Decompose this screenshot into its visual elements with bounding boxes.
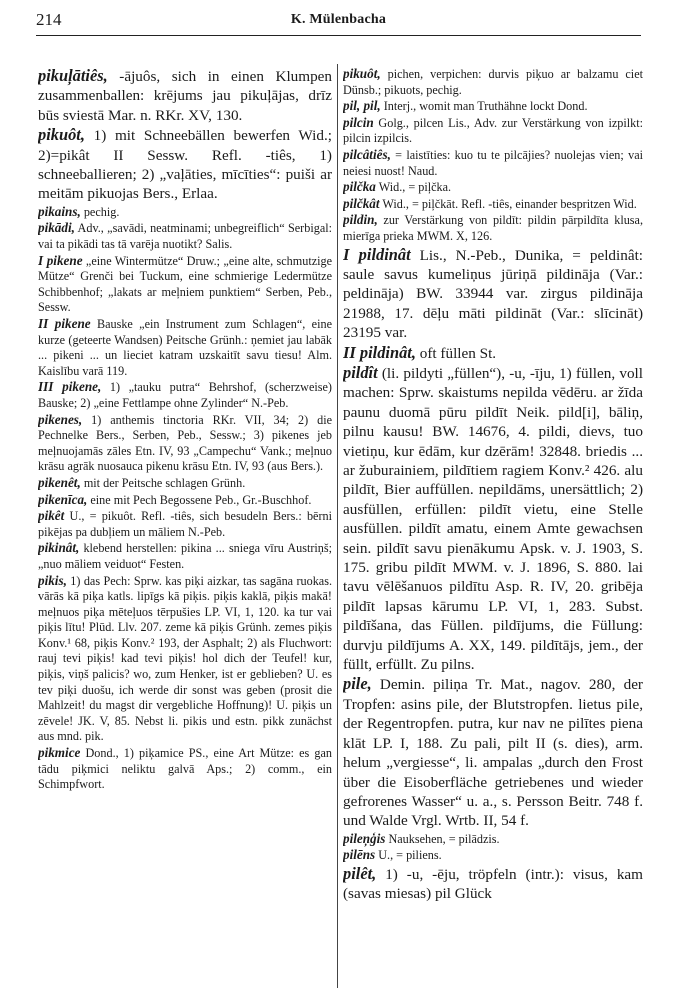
dictionary-entry — [343, 674, 643, 830]
dictionary-entry — [38, 492, 332, 509]
dictionary-entry — [38, 220, 332, 252]
entry-definition: U., = piliens. — [375, 848, 442, 863]
entry-definition: Interj., womit man Truthähne lockt Dond. — [380, 99, 588, 114]
dictionary-entry — [343, 847, 643, 864]
entry-definition: pichen, verpichen: durvis piķuo ar balzamu ciet Dünsb.; pikuots, pechig. — [343, 67, 643, 97]
dictionary-entry — [343, 343, 643, 363]
entry-headword: pilcâtiês, — [343, 146, 391, 162]
entry-definition: 1) -u, -ēju, tröpfeln (intr.): visus, kam (savas miesas) pil Glück — [343, 865, 643, 903]
right-column — [343, 66, 643, 904]
running-head: K. Mülenbacha — [290, 12, 387, 27]
entry-definition: eine mit Pech Begossene Peb., Gr.-Buschhof. — [87, 492, 312, 507]
entry-definition: mit der Peitsche schlagen Grünh. — [80, 475, 246, 490]
entry-headword: pikenes, — [38, 411, 83, 427]
entry-definition: -ājuôs, sich in einen Klumpen zusammenballen: krējums jau pikuļājas, drīz būs sviestā Mar. n. RKr. XV, 130. — [38, 68, 332, 124]
entry-headword: pikains, — [38, 203, 81, 219]
dictionary-entry — [38, 540, 332, 572]
left-column — [38, 66, 332, 793]
dictionary-entry — [343, 196, 643, 213]
entry-headword: pikuôt, — [38, 125, 85, 145]
entry-headword: pilcin — [343, 114, 374, 130]
dictionary-entry — [343, 831, 643, 848]
entry-definition: Lis., N.-Peb., Dunika, = peldinât: saule savus kumeliņus jūriņā pildināja (Var.: peldināja) BW. 33944 var. zirgus pildināja 21988, 17. dēļu māti pildināt (Var.: slīcināt) 23195 var. — [343, 246, 643, 342]
entry-definition: oft füllen St. — [415, 344, 497, 362]
entry-definition: U., = pikuôt. Refl. -tiês, sich besudeln Bers.: bērni pikējas pa dubļiem un māliem N.-Peb. — [38, 509, 332, 539]
entry-headword: pildin, — [343, 212, 378, 228]
page-header — [36, 10, 641, 36]
entry-definition: 1) anthemis tinctoria RKr. VII, 34; 2) die Pechnelke Bers., Serben, Peb., Sessw.; 3) pikenes jeb meļnuojamās zāles Etn. IV, 93 „Campechu“ Vank.; meļnuo krāsu agrāk nuosauca pikenu krāsu Etn. IV, 93 (aus Bers.). — [38, 412, 332, 474]
entry-definition: = laistīties: kuo tu te pilcājies? nuolejas vien; vai neiesi nuost! Naud. — [343, 147, 643, 178]
dictionary-entry — [343, 179, 643, 196]
entry-definition: „eine Wintermütze“ Druw.; „eine alte, schmutzige Mütze“ Grenči bei Tuckum, eine schmierige Ledermütze Schibbenhof; „lakats ar meļniem punktiem“ Serben, Peb., Sessw. — [38, 253, 332, 315]
dictionary-entry — [343, 212, 643, 244]
entry-definition: Bauske „ein Instrument zum Schlagen“, eine kurze (geteerte Wandsen) Peitsche Grünh.: ņemiet jau labāk ... pikeni ... un lieciet katram uzskaitīt savu tiesu! Alm. Kaislību varā 119. — [38, 317, 332, 378]
entry-headword: pilčkât — [343, 195, 380, 211]
dictionary-entry — [343, 245, 643, 343]
entry-headword: pile, — [343, 674, 372, 694]
entry-definition: klebend herstellen: pikina ... sniega vīru Austriņš; „nuo māliem veiduot“ Festen. — [38, 541, 332, 571]
entry-headword: pilēns — [343, 847, 376, 863]
dictionary-entry — [343, 98, 643, 115]
entry-definition: zur Verstärkung von pildīt: pildin pārpildīta klusa, mierīga prieka MWM. X, 126. — [343, 213, 643, 243]
dictionary-entry — [38, 573, 332, 746]
entry-definition: Dond., 1) piķamice PS., eine Art Mütze: es gan tādu piķmici neliktu galvā Aps.; 2) comm., ein Schimpfwort. — [38, 746, 332, 792]
entry-definition: 1) „tauku putra“ Behrshof, (scherzweise) Bauske; 2) „eine Fettlampe ohne Zylinder“ N.-Peb. — [38, 380, 332, 410]
entry-headword: I pikene — [38, 252, 83, 268]
dictionary-entry — [38, 745, 332, 793]
entry-headword: pikuļātiês, — [38, 66, 108, 85]
entry-headword: pikādi, — [38, 220, 75, 236]
dictionary-entry — [38, 204, 332, 221]
dictionary-entry — [343, 115, 643, 147]
dictionary-entry — [343, 363, 643, 675]
entry-headword: II pikene — [38, 316, 91, 331]
entry-definition: 1) mit Schneebällen bewerfen Wid.; 2)=pikât II Sessw. Refl. -tiês, 1) schneeballieren; 2) „vaļāties, mīcīties“: puiši ar meitām pikuojas Bers., Erlaa. — [38, 127, 332, 203]
header-rule — [36, 35, 641, 36]
entry-headword: pileņģis — [343, 830, 386, 846]
dictionary-entry — [38, 508, 332, 540]
entry-headword: pikenīca, — [38, 491, 88, 507]
entry-headword: pikêt — [38, 508, 65, 524]
entry-definition: (li. pildyti „füllen“), -u, -īju, 1) füllen, voll machen: Sprw. skaistums nepilda vēdēru. ar žīda paunu duomā pūru pildīt Neik. pild[i], bāliņ, pilnu kausu! BW. 14676, 4. pildi, dievs, tuo vietiņu, kur ēdām, kur dzērām! 32848. briedis ... ar žuburainiem, pildītiem ragiem Konv.² 426. alu pildīt, Bier auffüllen. nepildāms, unersättlich; 2) ausfüllen, erfüllen: pildīt vietu, eine Stelle ausfüllen. pildīt amatu, einem Amte gewachsen sein. pildīt savu pienākumu Apsk. v. J. 1903, S. 175. gribu pildīt MWM. v. J. 1896, S. 880. lai tavu vēlēšanuos pildītu Asp. R. IV, 20. gribēja pildīt lapsas kārumu LP. VI, 1, 283. Subst. pildīšana, das Füllen. pildījums, die Füllung: durvju pildījums A. XX, 149. pildītājs, jem., der füllt, erfüllt. Zu pilns. — [343, 364, 643, 674]
entry-headword: pilčka — [343, 179, 376, 195]
dictionary-entry — [38, 475, 332, 492]
entry-definition: pechig. — [80, 204, 120, 219]
entry-definition: Demin. piliņa Tr. Mat., nagov. 280, der Tropfen: asins pile, der Blutstropfen. lietus pile, der Regentropfen. putra, kur nav ne pilītes piena klāt LP. I, 188. Zu pali, pilt II (s. dies), arm. helum „vergiesse“, li. ampalas „durch den Frost über die Eisoberfläche getriebenes und wieder gefrorenes Wasser“ u. a., s. Persson Beitr. 748 f. und Walde Vrgl. Wrtb. II, 54 f. — [343, 676, 643, 830]
entry-headword: pikenêt, — [38, 474, 81, 490]
entry-definition: Golg., pilcen Lis., Adv. zur Verstärkung von izpilkt: pilcin izpilcis. — [343, 115, 643, 146]
entry-headword: pildît — [343, 362, 378, 382]
entry-headword: pikmice — [38, 745, 81, 761]
dictionary-entry — [38, 412, 332, 475]
column-divider — [337, 64, 338, 988]
dictionary-entry — [343, 864, 643, 904]
entry-definition: Wid., = piļčkāt. Refl. -tiês, einander bespritzen Wid. — [379, 196, 637, 211]
entry-headword: III pikene, — [38, 379, 102, 395]
dictionary-entry — [38, 253, 332, 316]
entry-headword: pikinât, — [38, 540, 80, 556]
entry-definition: Nauksehen, = pilādzis. — [385, 831, 500, 846]
dictionary-entry — [38, 66, 332, 125]
entry-headword: pilêt, — [343, 863, 377, 883]
entry-headword: I pildinât — [343, 244, 411, 264]
entry-definition: Wid., = piļčka. — [375, 180, 452, 195]
dictionary-entry — [343, 66, 643, 98]
dictionary-entry — [343, 147, 643, 179]
entry-headword: pikis, — [38, 572, 67, 588]
entry-definition: 1) das Pech: Sprw. kas piķi aizkar, tas sagāna ruokas. vārās kā piķa katls. lipīgs kā piķis. piķis kaklā, piķis makā! meļnuos piķa mēteļuos tērpušies LP. VI, 1, 120. ka tur vai piķis lītu! Plūd. Llv. 207. zeme kā piķis Grünh. zemes piķis Konv.¹ 68, piķis Konv.² 193, der Asphalt; 2) als Fluchwort: rauj tevi piķis! kad tevi piķis! hol dich der Teufel! kur, piķis, viņš palicis? wo, zum Henker, ist er geblieben? U. es tev piķi duošu, ich werde dir sonst was geben (prosit die Mahlzeit! du magst dir vergebliche Hoffnung)! U. piķis un zēvele! JK. V, 85. Nebst li. pikis und estn. pikk zunächst aus mnd. pik. — [38, 573, 332, 744]
entry-definition: Adv., „savādi, neatminami; unbegreiflich“ Serbigal: vai ta pikādi tas tā varēja nuotikt? Salis. — [38, 221, 332, 252]
dictionary-entry — [38, 379, 332, 411]
entry-headword: II pildinât, — [343, 342, 416, 362]
entry-headword: pil, pil, — [343, 98, 381, 114]
entry-headword: pikuôt, — [343, 66, 381, 81]
page-number: 214 — [36, 10, 62, 29]
dictionary-entry — [38, 316, 332, 379]
dictionary-entry — [38, 125, 332, 204]
